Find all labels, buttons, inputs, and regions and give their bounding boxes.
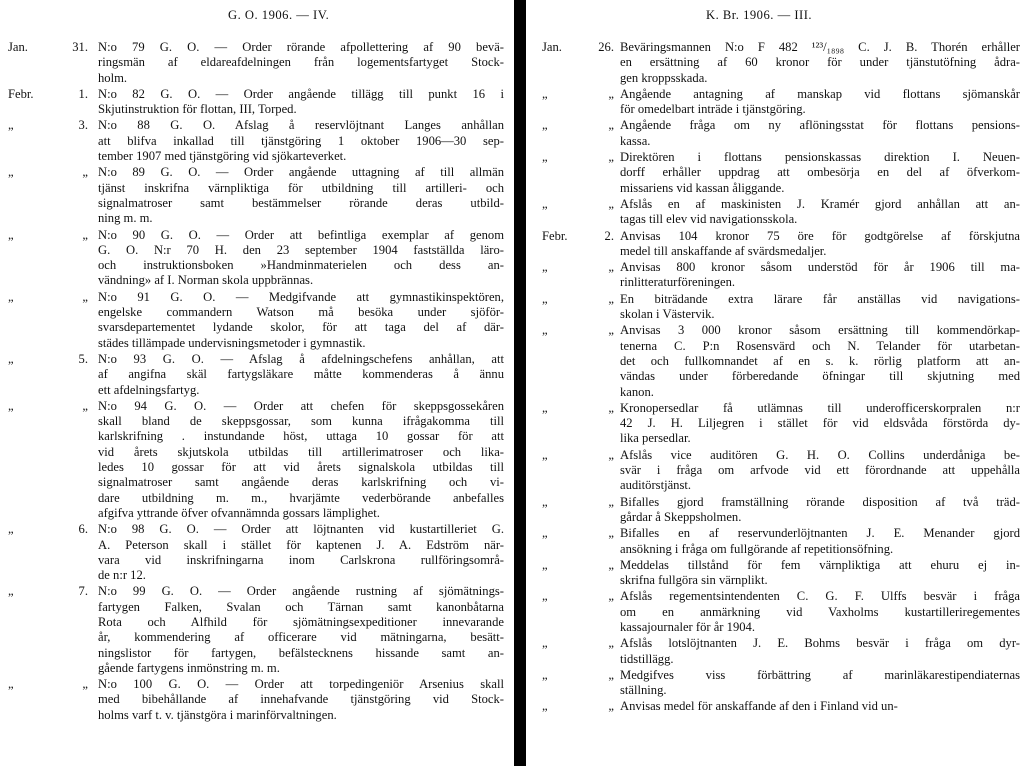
entry-line: svarsdepartementet lydande skolor, för att taga del af där- [98,320,504,335]
entry-day: 1. [78,86,88,101]
entry-text [98,290,504,351]
entry-line: N:o 82 G. O. — Order angående tillägg till punkt 16 i [98,86,504,101]
entry-line: N:o 89 G. O. — Order angående uttagning af till allmän [98,165,504,180]
entry-month: Febr. [8,86,34,101]
entry-month: „ [8,677,14,692]
entry-month: Jan. [8,40,28,54]
entry-line: vid årets skjutskola utbildas till artillerimatroser och lika- [98,444,504,459]
entry-text [620,589,1020,635]
entry-line: att blifva inkallad till tjänstgöring 1 oktober 1906—30 sep- [98,133,504,148]
entry-line: vändas under förberedande öfningar till skjutning med [620,369,1020,384]
entry-text [620,636,1020,667]
entry-line: med bibehållande af innehafvande tjänstgöring vid Stock- [98,692,504,707]
entry-line: vändning» af I. Norman skola uppbrännas. [98,273,314,288]
entry-month: „ [542,589,548,604]
entry-month: „ [542,291,548,306]
entry-line: skall bland de skeppsgossar, som kunna ifrågakomma till [98,414,504,429]
entry-day: „ [608,196,614,211]
left-entries [8,40,504,724]
entry-month: „ [542,118,548,133]
entry [8,228,504,289]
entry-line: rinlitteraturföreningen. [620,275,736,290]
entry-day: „ [608,150,614,165]
entry-day: „ [82,398,88,413]
entry-month: „ [8,227,14,242]
entry-line: En biträdande extra lärare får anställas vid navigations- [620,291,1020,306]
entry [542,118,1020,149]
entry-line: tjänst inskrifna värnpliktiga för utbildning till artilleri- och [98,180,504,195]
entry-text [620,150,1020,196]
entry-text [620,40,1020,86]
entry-text [98,165,504,226]
entry-day: „ [608,526,614,541]
right-page [526,0,1024,766]
entry-line: N:o 99 G. O. — Order angående rustning af sjömätnings- [98,584,504,599]
entry-line: N:o 100 G. O. — Order att torpedingeniör Arsenius skall [98,677,504,692]
entry [542,150,1020,196]
entry-line: signalmatroser samt angående deras karlskrifning och vi- [98,475,504,490]
entry-month: „ [542,636,548,651]
entry-line: Angående fråga om ny aflöningsstat för flottans pensions- [620,118,1020,133]
entry-month: Febr. [542,228,568,243]
entry-line: städes tillämpade undervisningsmetoder i gymnastik. [98,335,366,350]
entry-line: år, kommendering af officerare vid mätningarna, besätt- [98,630,504,645]
entry-text [98,584,504,676]
entry-line: gen kroppsskada. [620,70,708,85]
entry-month: Jan. [542,40,562,54]
entry [8,584,504,676]
entry-line: Meddelas tillstånd för fem värnpliktiga att ehuru ej in- [620,557,1020,572]
entry-line: Anvisas 104 kronor 75 öre för godtgörelse af förskjutna [620,228,1020,243]
entry [542,636,1020,667]
entry-day: „ [608,260,614,275]
entry-text [620,292,1020,323]
entry-month: „ [8,522,14,537]
entry-day: „ [608,86,614,101]
entry-day: „ [608,636,614,651]
entry-month: „ [8,584,14,599]
entry-month: „ [542,400,548,415]
entry-month: „ [542,667,548,682]
entry-line: G. O. N:r 70 H. den 23 september 1904 fastställda läro- [98,242,504,257]
entry-text [98,87,504,118]
entry-text [620,260,1020,291]
entry-line: dorff erhåller uppdrag att ombesörja en del af öfverkom- [620,165,1020,180]
entry-line: skrifna fullgöra sin värnplikt. [620,573,768,588]
entry [542,495,1020,526]
entry [8,165,504,226]
entry-line: tidstillägg. [620,651,674,666]
entry-line: lika persedlar. [620,431,691,446]
entry-line: Kronopersedlar få utlämnas till underofficerskorpralen n:r [620,400,1020,415]
entry-line: tenerna C. P:n Rosensvärd och N. Telander för utarbetan- [620,338,1020,353]
entry [542,323,1020,399]
entry [542,448,1020,494]
entry-month: „ [8,398,14,413]
entry-line: dare utbildning m. m., hvarjämte vederbörande anbefalles [98,490,504,505]
entry-line: afgifva yttrande öfver ofvannämnda gossars lämplighet. [98,505,380,520]
entry-line: 42 J. H. Liljegren i stället för vid eldsvåda förstörda dy- [620,416,1020,431]
entry-line: N:o 93 G. O. — Afslag å afdelningschefens anhållan, att [98,351,504,366]
entry-month: „ [542,196,548,211]
book-gutter [514,0,526,766]
entry-line: auditörstjänst. [620,478,692,493]
entry [8,290,504,351]
entry-line: gående fartygens inmönstring m. m. [98,660,280,675]
entry-month: „ [542,494,548,509]
entry-line: ledes 10 gossar för att vid årets signalskola utbildas till [98,460,504,475]
entry-text [98,677,504,723]
entry-line: engelske commandern Watson må besöka under sjöför- [98,305,504,320]
entry-line: tagas till elev vid navigationsskola. [620,212,798,227]
entry [542,401,1020,447]
entry-text [620,87,1020,118]
entry-line: kanon. [620,384,654,399]
entry-line: Angående antagning af manskap vid flottans sjömanskår [620,86,1020,101]
entry-line: ställning. [620,683,667,698]
entry [542,87,1020,118]
entry [8,352,504,398]
entry-line: kassajournaler för år 1904. [620,619,755,634]
entry-month: „ [8,351,14,366]
entry-day: „ [608,323,614,338]
entry-month: „ [8,165,14,180]
entry-day: „ [608,699,614,714]
entry [542,668,1020,699]
entry-line: och instruktionsboken »Handminmaterielen och dess an- [98,258,504,273]
entry [542,197,1020,228]
entry-day: „ [608,557,614,572]
entry-line: holms varf t. v. tjänstgöra i marinförvaltningen. [98,707,337,722]
entry [8,40,504,86]
entry-text [98,118,504,164]
entry-day: „ [608,667,614,682]
left-page-header: G. O. 1906. — IV. [228,8,330,22]
entry-line: vara vid inskrifningarna inom Carlskrona rullföringsområ- [98,552,504,567]
entry-line: skolan i Västervik. [620,307,715,322]
entry-line: ningslistor för fartygen, befälstecknens hissande samt an- [98,645,504,660]
entry [542,558,1020,589]
entry-line: N:o 90 G. O. — Order att befintliga exemplar af genom [98,227,504,242]
entry-day: „ [82,289,88,304]
entry-line: Afslås en af maskinisten J. Kramér gjord anhållan att an- [620,196,1020,211]
entry-line: Beväringsmannen N:o F 482 ¹²³/₁₈₉₈ C. J. B. Thorén erhåller [620,40,1020,54]
entry-line: af angifna skäl fartygsläkare måtte kommenderas å ännu [98,367,504,382]
entry-line: Rota och Alfhild för sjömätningsexpeditioner innevarande [98,614,504,629]
entry-line: karlskrifning . instundande höst, uttaga 10 gossar för att [98,429,504,444]
entry-line: signalmatroser samt bestämmelser rörande deras utbild- [98,195,504,210]
entry-line: ett afdelningsfartyg. [98,382,200,397]
entry-month: „ [8,289,14,304]
entry-line: ringsmän af eldareafdelningen från logementsfartyget Stock- [98,55,504,70]
entry-month: „ [542,699,548,714]
entry-line: Medgifves viss förbättring af marinläkarestipendiaternas [620,667,1020,682]
entry-line: de n:r 12. [98,568,146,583]
entry [542,292,1020,323]
entry-line: kassa. [620,133,651,148]
entry-month: „ [542,526,548,541]
entry-text [620,229,1020,260]
entry-day: „ [608,400,614,415]
entry-day: „ [608,118,614,133]
entry-month: „ [542,150,548,165]
entry-line: Bifalles gjord framställning rörande disposition af två träd- [620,494,1020,509]
entry-line: Bifalles en af reservunderlöjtnanten J. E. Menander gjord [620,526,1020,541]
entry [542,260,1020,291]
entry [542,699,1020,714]
entry-text [620,197,1020,228]
entry-text [620,699,1020,714]
entry-line: svär i fråga om arfvode vid ett förordnande att uppehålla [620,463,1020,478]
entry-line: A. Peterson skall i stället för kaptenen J. A. Edström när- [98,537,504,552]
entry-text [620,526,1020,557]
entry-month: „ [542,557,548,572]
entry-text [620,448,1020,494]
entry-line: N:o 91 G. O. — Medgifvande att gymnastikinspektören, [98,289,504,304]
entry-line: N:o 79 G. O. — Order rörande afpollettering af 90 bevä- [98,40,504,54]
entry-day: „ [82,677,88,692]
entry-line: för omedelbart inträde i tjänstgöring. [620,102,806,117]
entry-month: „ [542,260,548,275]
entry-day: „ [608,447,614,462]
entry-line: Skjutinstruktion för flottan, III, Torped. [98,102,297,117]
entry-day: 7. [78,584,88,599]
entry-day: „ [608,589,614,604]
entry [542,589,1020,635]
entry-line: Anvisas medel för anskaffande af den i Finland vid un- [620,699,898,714]
entry-month: „ [542,323,548,338]
entry-line: Anvisas 800 kronor såsom understöd för år 1906 till ma- [620,260,1020,275]
entry-text [620,495,1020,526]
entry-text [98,522,504,583]
entry-line: Afslås vice auditören G. H. O. Collins underdåniga be- [620,447,1020,462]
entry-text [98,40,504,86]
entry-text [620,323,1020,399]
entry-line: om en anmärkning vid Vaxholms kustartilleriregementes [620,604,1020,619]
entry-line: Direktören i flottans pensionskassas direktion I. Neuen- [620,150,1020,165]
entry-line: ning m. m. [98,211,153,226]
entry-text [620,401,1020,447]
entry-line: Anvisas 3 000 kronor såsom ersättning till kommendörkap- [620,323,1020,338]
right-page-header: K. Br. 1906. — III. [706,8,813,22]
entry-day: 31. [72,40,88,54]
entry [8,118,504,164]
entry-line: missariens vid kassan åliggande. [620,180,785,195]
entry [542,229,1020,260]
entry [8,87,504,118]
entry-text [620,558,1020,589]
entry-month: „ [8,118,14,133]
entry-line: Afslås lotslöjtnanten J. E. Bohms besvär i fråga om dyr- [620,636,1020,651]
entry-text [620,668,1020,699]
entry-line: det och fullkomnandet af en s. k. rörlig platform att an- [620,353,1020,368]
right-entries [542,40,1020,716]
entry-day: 2. [604,228,614,243]
entry-text [98,228,504,289]
entry-line: N:o 98 G. O. — Order att löjtnanten vid kustartilleriet G. [98,522,504,537]
entry-day: „ [82,227,88,242]
entry-line: gårdar å Skeppsholmen. [620,509,742,524]
entry-text [98,352,504,398]
entry-day: 6. [78,522,88,537]
entry-day: 3. [78,118,88,133]
entry-day: „ [82,165,88,180]
entry-line: holm. [98,70,128,85]
entry-day: „ [608,494,614,509]
entry-line: tember 1907 med tjänstgöring vid sjökarteverket. [98,149,347,164]
entry-day: 5. [78,351,88,366]
entry-line: en ersättning af 60 kronor för under tjänstutöfning ådra- [620,55,1020,70]
entry-month: „ [542,86,548,101]
entry [8,522,504,583]
entry [8,677,504,723]
entry-line: medel till anskaffande af svärdsmedaljer. [620,243,827,258]
entry-text [98,399,504,521]
entry-day: „ [608,291,614,306]
entry [8,399,504,521]
entry-line: Afslås regementsintendenten C. G. F. Ulffs besvär i fråga [620,589,1020,604]
entry-line: N:o 88 G. O. Afslag å reservlöjtnant Langes anhållan [98,118,504,133]
entry-day: 26. [598,40,614,54]
entry [542,40,1020,86]
entry [542,526,1020,557]
entry-line: fartygen Falken, Svalan och Tärnan samt kanonbåtarna [98,599,504,614]
entry-line: ansökning i fråga om fullgörande af repetitionsöfning. [620,541,894,556]
entry-month: „ [542,447,548,462]
entry-line: N:o 94 G. O. — Order att chefen för skeppsgossekåren [98,398,504,413]
entry-text [620,118,1020,149]
